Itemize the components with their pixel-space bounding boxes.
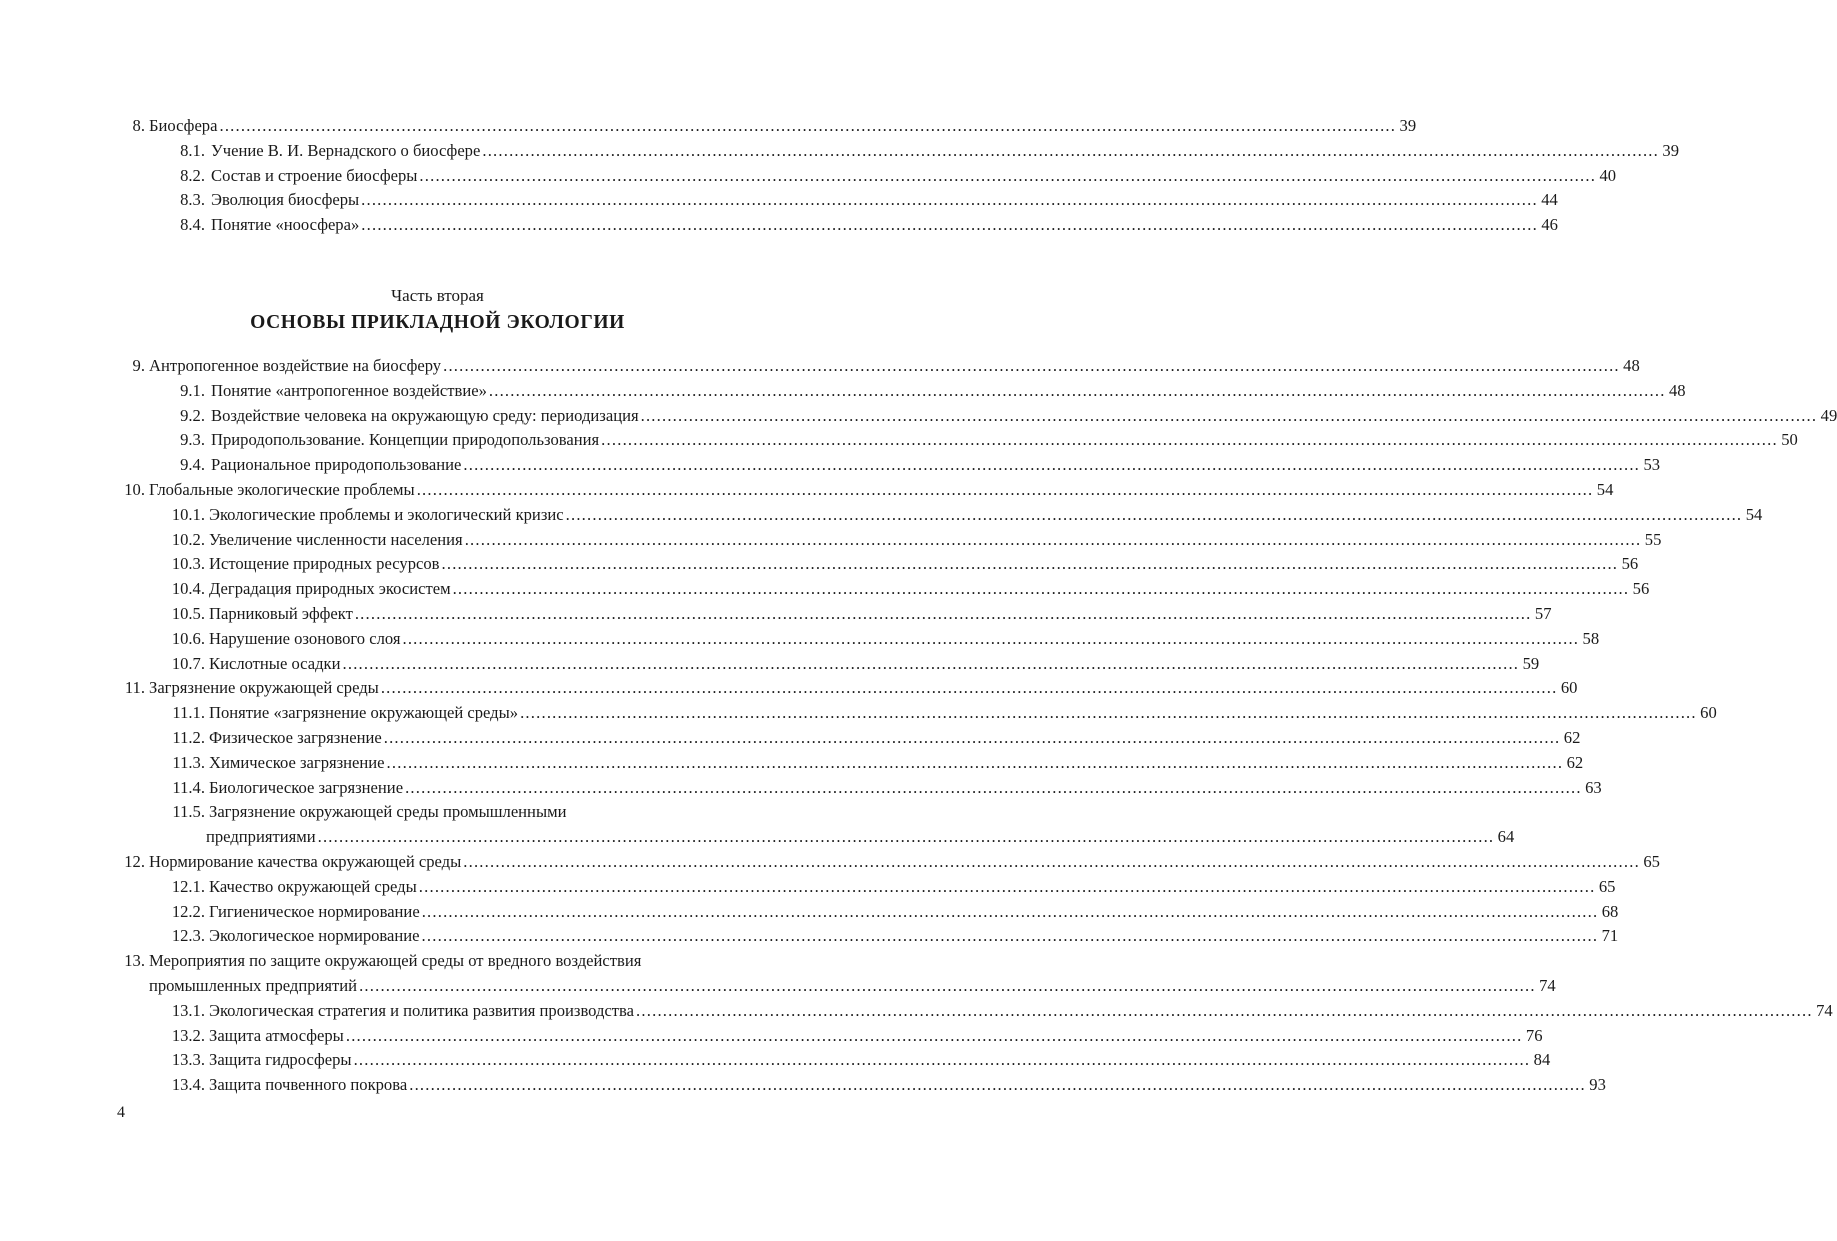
toc-entry-title: Антропогенное воздействие на биосферу [149,356,442,375]
toc-entry-title: Деградация природных экосистем [209,579,451,599]
toc-entry-number: 10.2. [171,529,205,549]
toc-section-entry [120,1024,1543,1049]
toc-entry-title: Физическое загрязнение [209,727,382,747]
dot-leader: ............................................................................................................................................................................................................................ [380,678,1558,698]
toc-entry-page: 55 [1644,529,1662,549]
dot-leader: ............................................................................................................................................................................................................................ [402,628,1580,648]
toc-entry-page: 63 [1585,777,1602,797]
toc-entry-page: 56 [1632,579,1650,599]
toc-section-entry [120,652,1540,677]
toc-entry-number: 13.4. [171,1075,205,1095]
toc-entry-number: 13. [124,951,145,971]
dot-leader: ............................................................................................................................................................................................................................ [405,777,1582,797]
dot-leader: ............................................................................................................................................................................................................................ [419,165,1597,185]
toc-entry-page: 74 [1816,1000,1833,1020]
toc-entry-title: Понятие «антропогенное воздействие» [211,380,487,400]
toc-entry-title: Экологическая стратегия и политика развития производства [209,1000,635,1020]
toc-chapter-entry [120,114,1417,139]
toc-entry-page: 44 [1541,190,1558,210]
toc-entry-number: 10.5. [171,603,205,623]
toc-section-entry [120,776,1602,801]
toc-entry-number: 10. [124,479,145,499]
toc-section-entry [120,1048,1551,1073]
toc-entry-title: Мероприятия по защите окружающей среды от вредного воздействия [149,951,642,971]
toc-section-entry [120,999,1833,1024]
toc-entry-page: 57 [1534,603,1552,623]
dot-leader: ............................................................................................................................................................................................................................ [219,116,1397,135]
toc-section-entry [120,924,1619,949]
dot-leader: ............................................................................................................................................................................................................................ [361,190,1538,210]
toc-entry-number: 11. [124,678,145,698]
toc-entry-page: 74 [1539,975,1556,995]
toc-entry-page: 49 [1820,405,1837,425]
dot-leader: ............................................................................................................................................................................................................................ [361,215,1538,235]
dot-leader: ............................................................................................................................................................................................................................ [421,901,1599,921]
toc-entry-title: Экологическое нормирование [209,926,420,946]
toc-entry-title: Учение В. И. Вернадского о биосфере [211,140,481,160]
toc-section-entry [120,164,1617,189]
dot-leader: ............................................................................................................................................................................................................................ [421,926,1599,946]
toc-entry-number: 11.5. [172,802,205,822]
toc-entry-number: 9.2. [180,405,205,425]
toc-entry-number: 11.3. [172,752,205,772]
toc-chapter-entry [120,676,1578,701]
toc-section-entry [120,404,1837,429]
toc-entry-number: 8.4. [180,215,205,235]
dot-leader: ............................................................................................................................................................................................................................ [565,504,1743,524]
toc-section-entry [120,428,1798,453]
toc-chapter-entry [120,949,1556,999]
dot-leader: ............................................................................................................................................................................................................................ [463,455,1641,475]
toc-entry-page: 62 [1563,727,1581,747]
dot-leader: ............................................................................................................................................................................................................................ [383,727,1561,747]
toc-section-entry [120,213,1558,238]
toc-entry-page: 64 [1497,827,1515,847]
toc-section-entry [120,800,1515,850]
toc-entry-title: Экологические проблемы и экологический кризис [209,504,564,524]
toc-entry-title: Загрязнение окружающей среды промышленными [209,802,567,822]
toc-entry-number: 12. [124,851,145,871]
toc-chapter-entry [120,354,1640,379]
dot-leader: ............................................................................................................................................................................................................................ [345,1025,1523,1045]
dot-leader: ............................................................................................................................................................................................................................ [416,479,1594,499]
toc-entry-title: Эволюция биосферы [211,190,360,210]
toc-section-entry [120,627,1600,652]
toc-entry-number: 13.3. [171,1050,205,1070]
toc-entry-page: 65 [1598,876,1616,896]
dot-leader: ............................................................................................................................................................................................................................ [520,703,1697,723]
toc-section-entry [120,139,1679,164]
part-label: Часть вторая [391,286,484,305]
toc-entry-number: 10.6. [171,628,205,648]
toc-entry-page: 76 [1525,1025,1543,1045]
toc-entry-title: Понятие «ноосфера» [211,215,360,235]
toc-entry-title: Нормирование качества окружающей среды [149,851,462,871]
toc-entry-number: 10.4. [171,579,205,599]
toc-entry-title: Качество окружающей среды [209,876,417,896]
toc-section-entry [120,701,1717,726]
toc-entry-page: 68 [1601,901,1619,921]
toc-entry-title: Защита атмосферы [209,1025,344,1045]
part-title: ОСНОВЫ ПРИКЛАДНОЙ ЭКОЛОГИИ [250,312,625,333]
toc-entry-number: 11.4. [172,777,205,797]
toc-entry-number: 9.3. [180,430,205,450]
dot-leader: ............................................................................................................................................................................................................................ [601,430,1778,450]
toc-entry-title: Химическое загрязнение [209,752,385,772]
toc-entry-title: Биосфера [149,116,218,135]
toc-entry-page: 58 [1582,628,1600,648]
toc-entry-number: 10.1. [171,504,205,524]
toc-entry-number: 9. [132,356,145,375]
toc-entry-title: Парниковый эффект [209,603,353,623]
toc-entry-title: Биологическое загрязнение [209,777,404,797]
toc-entry-page: 93 [1589,1075,1606,1095]
toc-chapter-entry [120,850,1660,875]
toc-entry-title: Воздействие человека на окружающую среду: периодизация [211,405,639,425]
toc-entry-number: 13.1. [171,1000,205,1020]
dot-leader: ............................................................................................................................................................................................................................ [640,405,1818,425]
dot-leader: ............................................................................................................................................................................................................................ [464,529,1642,549]
toc-entry-page: 60 [1700,703,1717,723]
toc-entry-page: 40 [1599,165,1617,185]
toc-chapter-entry [120,478,1614,503]
toc-section-entry [120,726,1581,751]
toc-entry-page: 46 [1541,215,1558,235]
toc-entry-page: 50 [1781,430,1798,450]
toc-entry-number: 11.2. [172,727,205,747]
toc-entry-page: 71 [1601,926,1619,946]
toc-entry-page: 65 [1643,851,1660,871]
dot-leader: ............................................................................................................................................................................................................................ [441,554,1619,574]
toc-entry-number: 11.1. [172,703,205,723]
toc-entry-title: Истощение природных ресурсов [209,554,440,574]
toc-entry-number: 12.3. [171,926,205,946]
toc-section-entry [120,453,1661,478]
toc-entry-number: 12.1. [171,876,205,896]
page-number: 4 [117,1104,125,1121]
toc-entry-title: Глобальные экологические проблемы [149,479,415,499]
toc-entry-title: Защита почвенного покрова [209,1075,408,1095]
toc-entry-title: Кислотные осадки [209,653,341,673]
toc-entry-page: 62 [1566,752,1584,772]
toc-section-entry [120,900,1619,925]
toc-section-entry [120,875,1616,900]
toc-entry-page: 48 [1623,356,1640,375]
toc-entry-title-continued: предприятиями [206,827,316,847]
toc-entry-number: 9.4. [180,455,205,475]
dot-leader: ............................................................................................................................................................................................................................ [418,876,1596,896]
toc-entry-page: 56 [1621,554,1639,574]
dot-leader: ............................................................................................................................................................................................................................ [443,356,1620,375]
toc-section-entry [120,552,1639,577]
toc-entry-page: 54 [1596,479,1614,499]
toc-entry-number: 10.7. [171,653,205,673]
toc-section-entry [120,528,1662,553]
dot-leader: ............................................................................................................................................................................................................................ [386,752,1564,772]
toc-entry-title: Природопользование. Концепции природопользования [211,430,600,450]
toc-entry-title: Состав и строение биосферы [211,165,418,185]
toc-entry-page: 39 [1399,116,1417,135]
toc-entry-title: Загрязнение окружающей среды [149,678,379,698]
toc-entry-title: Нарушение озонового слоя [209,628,401,648]
dot-leader: ............................................................................................................................................................................................................................ [317,827,1495,847]
toc-section-entry [120,503,1763,528]
dot-leader: ............................................................................................................................................................................................................................ [342,653,1520,673]
toc-entry-title: Увеличение численности населения [209,529,463,549]
toc-entry-page: 59 [1522,653,1540,673]
toc-entry-number: 8.2. [180,165,205,185]
toc-entry-title: Гигиеническое нормирование [209,901,420,921]
dot-leader: ............................................................................................................................................................................................................................ [354,603,1532,623]
toc-entry-number: 8. [132,116,145,135]
toc-section-entry [120,577,1650,602]
dot-leader: ............................................................................................................................................................................................................................ [636,1000,1813,1020]
toc-entry-page: 84 [1533,1050,1551,1070]
dot-leader: ............................................................................................................................................................................................................................ [482,140,1659,160]
toc-section-entry [120,379,1686,404]
dot-leader: ............................................................................................................................................................................................................................ [463,851,1640,871]
toc-section-entry [120,1073,1606,1098]
toc-section-entry [120,751,1584,776]
toc-entry-title: Защита гидросферы [209,1050,352,1070]
dot-leader: ............................................................................................................................................................................................................................ [409,1075,1586,1095]
dot-leader: ............................................................................................................................................................................................................................ [452,579,1630,599]
toc-entry-page: 39 [1662,140,1679,160]
toc-section-entry [120,188,1558,213]
dot-leader: ............................................................................................................................................................................................................................ [353,1050,1531,1070]
toc-entry-title: Рациональное природопользование [211,455,462,475]
toc-entry-number: 12.2. [171,901,205,921]
toc-block-part-one [120,114,1679,238]
toc-entry-page: 60 [1560,678,1578,698]
toc-block-part-two [120,354,1837,1098]
toc-entry-number: 8.1. [180,140,205,160]
dot-leader: ............................................................................................................................................................................................................................ [359,975,1536,995]
toc-entry-title-continued: промышленных предприятий [149,975,358,995]
dot-leader: ............................................................................................................................................................................................................................ [488,380,1666,400]
toc-entry-number: 9.1. [180,380,205,400]
toc-entry-number: 13.2. [171,1025,205,1045]
toc-entry-page: 54 [1745,504,1763,524]
toc-entry-title: Понятие «загрязнение окружающей среды» [209,703,519,723]
toc-section-entry [120,602,1552,627]
toc-entry-number: 8.3. [180,190,205,210]
toc-entry-number: 10.3. [171,554,205,574]
toc-entry-page: 48 [1668,380,1686,400]
toc-entry-page: 53 [1643,455,1661,475]
